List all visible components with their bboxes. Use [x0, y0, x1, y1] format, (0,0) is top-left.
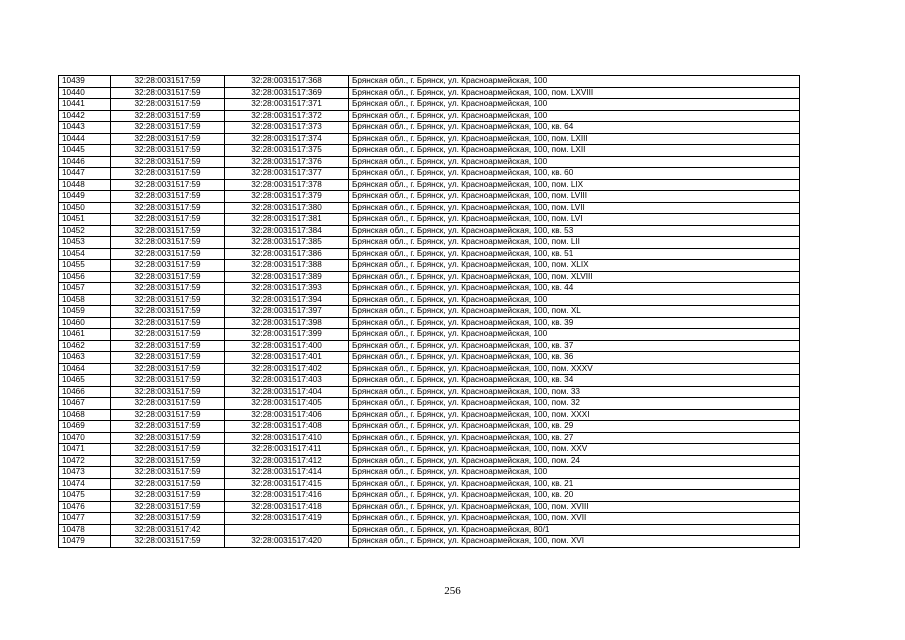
table-row — [59, 202, 800, 214]
cadastral-number-cell — [225, 524, 349, 536]
row-number-cell: 10440 — [59, 87, 111, 99]
table-row — [59, 340, 800, 352]
row-number-cell: 10456 — [59, 271, 111, 283]
address-cell: Брянская обл., г. Брянск, ул. Красноармейская, 100, пом. XXXV — [349, 363, 800, 375]
table-row — [59, 87, 800, 99]
row-number-cell: 10454 — [59, 248, 111, 260]
table-row — [59, 490, 800, 502]
row-number-cell: 10473 — [59, 467, 111, 479]
cadastral-number-cell: 32:28:0031517:393 — [225, 283, 349, 295]
address-cell: Брянская обл., г. Брянск, ул. Красноармейская, 100, кв. 27 — [349, 432, 800, 444]
table-row — [59, 99, 800, 111]
row-number-cell: 10466 — [59, 386, 111, 398]
cadastral-number-cell: 32:28:0031517:416 — [225, 490, 349, 502]
cadastral-number-cell: 32:28:0031517:371 — [225, 99, 349, 111]
parent-cadastral-number-cell: 32:28:0031517:59 — [111, 271, 225, 283]
table-row — [59, 375, 800, 387]
table-row — [59, 386, 800, 398]
address-cell: Брянская обл., г. Брянск, ул. Красноармейская, 100, пом. XLIX — [349, 260, 800, 272]
cadastral-number-cell: 32:28:0031517:372 — [225, 110, 349, 122]
table-row — [59, 306, 800, 318]
cadastral-number-cell: 32:28:0031517:401 — [225, 352, 349, 364]
cadastral-number-cell: 32:28:0031517:368 — [225, 76, 349, 88]
address-cell: Брянская обл., г. Брянск, ул. Красноармейская, 100, пом. XVI — [349, 536, 800, 548]
address-cell: Брянская обл., г. Брянск, ул. Красноармейская, 100 — [349, 156, 800, 168]
table-row — [59, 271, 800, 283]
row-number-cell: 10448 — [59, 179, 111, 191]
address-cell: Брянская обл., г. Брянск, ул. Красноармейская, 100, пом. LVII — [349, 202, 800, 214]
parent-cadastral-number-cell: 32:28:0031517:59 — [111, 432, 225, 444]
table-row — [59, 248, 800, 260]
row-number-cell: 10465 — [59, 375, 111, 387]
registry-table — [58, 75, 800, 548]
parent-cadastral-number-cell: 32:28:0031517:59 — [111, 248, 225, 260]
cadastral-number-cell: 32:28:0031517:389 — [225, 271, 349, 283]
parent-cadastral-number-cell: 32:28:0031517:59 — [111, 145, 225, 157]
parent-cadastral-number-cell: 32:28:0031517:59 — [111, 202, 225, 214]
cadastral-number-cell: 32:28:0031517:414 — [225, 467, 349, 479]
cadastral-number-cell: 32:28:0031517:408 — [225, 421, 349, 433]
registry-table-body — [59, 76, 800, 548]
address-cell: Брянская обл., г. Брянск, ул. Красноармейская, 100 — [349, 110, 800, 122]
cadastral-number-cell: 32:28:0031517:410 — [225, 432, 349, 444]
parent-cadastral-number-cell: 32:28:0031517:59 — [111, 513, 225, 525]
row-number-cell: 10442 — [59, 110, 111, 122]
parent-cadastral-number-cell: 32:28:0031517:59 — [111, 352, 225, 364]
address-cell: Брянская обл., г. Брянск, ул. Красноармейская, 100, пом. LVIII — [349, 191, 800, 203]
row-number-cell: 10449 — [59, 191, 111, 203]
page-number: 256 — [444, 585, 461, 597]
parent-cadastral-number-cell: 32:28:0031517:59 — [111, 283, 225, 295]
parent-cadastral-number-cell: 32:28:0031517:59 — [111, 156, 225, 168]
row-number-cell: 10460 — [59, 317, 111, 329]
row-number-cell: 10453 — [59, 237, 111, 249]
row-number-cell: 10441 — [59, 99, 111, 111]
cadastral-number-cell: 32:28:0031517:381 — [225, 214, 349, 226]
row-number-cell: 10455 — [59, 260, 111, 272]
cadastral-number-cell: 32:28:0031517:379 — [225, 191, 349, 203]
cadastral-number-cell: 32:28:0031517:402 — [225, 363, 349, 375]
table-row — [59, 467, 800, 479]
table-row — [59, 513, 800, 525]
parent-cadastral-number-cell: 32:28:0031517:42 — [111, 524, 225, 536]
parent-cadastral-number-cell: 32:28:0031517:59 — [111, 76, 225, 88]
address-cell: Брянская обл., г. Брянск, ул. Красноармейская, 100, пом. 32 — [349, 398, 800, 410]
table-row — [59, 501, 800, 513]
address-cell: Брянская обл., г. Брянск, ул. Красноармейская, 100, пом. LXVIII — [349, 87, 800, 99]
parent-cadastral-number-cell: 32:28:0031517:59 — [111, 340, 225, 352]
cadastral-number-cell: 32:28:0031517:385 — [225, 237, 349, 249]
parent-cadastral-number-cell: 32:28:0031517:59 — [111, 191, 225, 203]
address-cell: Брянская обл., г. Брянск, ул. Красноармейская, 100, пом. LII — [349, 237, 800, 249]
address-cell: Брянская обл., г. Брянск, ул. Красноармейская, 100, пом. XL — [349, 306, 800, 318]
address-cell: Брянская обл., г. Брянск, ул. Красноармейская, 100, кв. 60 — [349, 168, 800, 180]
cadastral-number-cell: 32:28:0031517:398 — [225, 317, 349, 329]
address-cell: Брянская обл., г. Брянск, ул. Красноармейская, 100 — [349, 294, 800, 306]
row-number-cell: 10468 — [59, 409, 111, 421]
cadastral-number-cell: 32:28:0031517:399 — [225, 329, 349, 341]
address-cell: Брянская обл., г. Брянск, ул. Красноармейская, 100, кв. 64 — [349, 122, 800, 134]
table-row — [59, 478, 800, 490]
row-number-cell: 10476 — [59, 501, 111, 513]
address-cell: Брянская обл., г. Брянск, ул. Красноармейская, 100, кв. 51 — [349, 248, 800, 260]
cadastral-number-cell: 32:28:0031517:419 — [225, 513, 349, 525]
row-number-cell: 10457 — [59, 283, 111, 295]
address-cell: Брянская обл., г. Брянск, ул. Красноармейская, 100, пом. XLVIII — [349, 271, 800, 283]
row-number-cell: 10471 — [59, 444, 111, 456]
address-cell: Брянская обл., г. Брянск, ул. Красноармейская, 100, пом. 24 — [349, 455, 800, 467]
cadastral-number-cell: 32:28:0031517:386 — [225, 248, 349, 260]
row-number-cell: 10461 — [59, 329, 111, 341]
table-row — [59, 145, 800, 157]
cadastral-number-cell: 32:28:0031517:418 — [225, 501, 349, 513]
address-cell: Брянская обл., г. Брянск, ул. Красноармейская, 100, пом. 33 — [349, 386, 800, 398]
row-number-cell: 10470 — [59, 432, 111, 444]
table-row — [59, 363, 800, 375]
address-cell: Брянская обл., г. Брянск, ул. Красноармейская, 100, пом. LXIII — [349, 133, 800, 145]
cadastral-number-cell: 32:28:0031517:376 — [225, 156, 349, 168]
cadastral-number-cell: 32:28:0031517:374 — [225, 133, 349, 145]
table-row — [59, 398, 800, 410]
address-cell: Брянская обл., г. Брянск, ул. Красноармейская, 100, пом. XVII — [349, 513, 800, 525]
cadastral-number-cell: 32:28:0031517:388 — [225, 260, 349, 272]
table-row — [59, 225, 800, 237]
cadastral-number-cell: 32:28:0031517:403 — [225, 375, 349, 387]
parent-cadastral-number-cell: 32:28:0031517:59 — [111, 294, 225, 306]
table-row — [59, 444, 800, 456]
cadastral-number-cell: 32:28:0031517:373 — [225, 122, 349, 134]
address-cell: Брянская обл., г. Брянск, ул. Красноармейская, 80/1 — [349, 524, 800, 536]
cadastral-number-cell: 32:28:0031517:380 — [225, 202, 349, 214]
cadastral-number-cell: 32:28:0031517:415 — [225, 478, 349, 490]
parent-cadastral-number-cell: 32:28:0031517:59 — [111, 225, 225, 237]
table-row — [59, 156, 800, 168]
parent-cadastral-number-cell: 32:28:0031517:59 — [111, 99, 225, 111]
table-row — [59, 409, 800, 421]
address-cell: Брянская обл., г. Брянск, ул. Красноармейская, 100, пом. LIX — [349, 179, 800, 191]
address-cell: Брянская обл., г. Брянск, ул. Красноармейская, 100, кв. 44 — [349, 283, 800, 295]
table-row — [59, 317, 800, 329]
parent-cadastral-number-cell: 32:28:0031517:59 — [111, 467, 225, 479]
table-row — [59, 133, 800, 145]
parent-cadastral-number-cell: 32:28:0031517:59 — [111, 179, 225, 191]
cadastral-number-cell: 32:28:0031517:412 — [225, 455, 349, 467]
table-row — [59, 455, 800, 467]
row-number-cell: 10444 — [59, 133, 111, 145]
row-number-cell: 10464 — [59, 363, 111, 375]
table-row — [59, 110, 800, 122]
parent-cadastral-number-cell: 32:28:0031517:59 — [111, 409, 225, 421]
parent-cadastral-number-cell: 32:28:0031517:59 — [111, 133, 225, 145]
row-number-cell: 10475 — [59, 490, 111, 502]
address-cell: Брянская обл., г. Брянск, ул. Красноармейская, 100, пом. XXXI — [349, 409, 800, 421]
address-cell: Брянская обл., г. Брянск, ул. Красноармейская, 100, кв. 39 — [349, 317, 800, 329]
address-cell: Брянская обл., г. Брянск, ул. Красноармейская, 100 — [349, 467, 800, 479]
cadastral-number-cell: 32:28:0031517:369 — [225, 87, 349, 99]
parent-cadastral-number-cell: 32:28:0031517:59 — [111, 386, 225, 398]
cadastral-number-cell: 32:28:0031517:400 — [225, 340, 349, 352]
parent-cadastral-number-cell: 32:28:0031517:59 — [111, 214, 225, 226]
address-cell: Брянская обл., г. Брянск, ул. Красноармейская, 100, пом. LXII — [349, 145, 800, 157]
cadastral-number-cell: 32:28:0031517:375 — [225, 145, 349, 157]
table-row — [59, 76, 800, 88]
cadastral-number-cell: 32:28:0031517:404 — [225, 386, 349, 398]
parent-cadastral-number-cell: 32:28:0031517:59 — [111, 306, 225, 318]
table-row — [59, 260, 800, 272]
table-row — [59, 237, 800, 249]
row-number-cell: 10439 — [59, 76, 111, 88]
cadastral-number-cell: 32:28:0031517:405 — [225, 398, 349, 410]
parent-cadastral-number-cell: 32:28:0031517:59 — [111, 501, 225, 513]
parent-cadastral-number-cell: 32:28:0031517:59 — [111, 455, 225, 467]
row-number-cell: 10467 — [59, 398, 111, 410]
parent-cadastral-number-cell: 32:28:0031517:59 — [111, 398, 225, 410]
table-row — [59, 329, 800, 341]
table-row — [59, 179, 800, 191]
row-number-cell: 10452 — [59, 225, 111, 237]
table-row — [59, 168, 800, 180]
parent-cadastral-number-cell: 32:28:0031517:59 — [111, 444, 225, 456]
row-number-cell: 10450 — [59, 202, 111, 214]
cadastral-number-cell: 32:28:0031517:397 — [225, 306, 349, 318]
address-cell: Брянская обл., г. Брянск, ул. Красноармейская, 100, кв. 37 — [349, 340, 800, 352]
cadastral-number-cell: 32:28:0031517:394 — [225, 294, 349, 306]
row-number-cell: 10472 — [59, 455, 111, 467]
parent-cadastral-number-cell: 32:28:0031517:59 — [111, 122, 225, 134]
table-row — [59, 283, 800, 295]
parent-cadastral-number-cell: 32:28:0031517:59 — [111, 260, 225, 272]
address-cell: Брянская обл., г. Брянск, ул. Красноармейская, 100 — [349, 76, 800, 88]
parent-cadastral-number-cell: 32:28:0031517:59 — [111, 490, 225, 502]
address-cell: Брянская обл., г. Брянск, ул. Красноармейская, 100, кв. 21 — [349, 478, 800, 490]
row-number-cell: 10458 — [59, 294, 111, 306]
table-row — [59, 432, 800, 444]
parent-cadastral-number-cell: 32:28:0031517:59 — [111, 536, 225, 548]
address-cell: Брянская обл., г. Брянск, ул. Красноармейская, 100, пом. XVIII — [349, 501, 800, 513]
parent-cadastral-number-cell: 32:28:0031517:59 — [111, 329, 225, 341]
table-row — [59, 214, 800, 226]
cadastral-number-cell: 32:28:0031517:406 — [225, 409, 349, 421]
row-number-cell: 10462 — [59, 340, 111, 352]
cadastral-number-cell: 32:28:0031517:384 — [225, 225, 349, 237]
row-number-cell: 10474 — [59, 478, 111, 490]
row-number-cell: 10478 — [59, 524, 111, 536]
parent-cadastral-number-cell: 32:28:0031517:59 — [111, 87, 225, 99]
row-number-cell: 10445 — [59, 145, 111, 157]
table-row — [59, 524, 800, 536]
parent-cadastral-number-cell: 32:28:0031517:59 — [111, 375, 225, 387]
row-number-cell: 10446 — [59, 156, 111, 168]
parent-cadastral-number-cell: 32:28:0031517:59 — [111, 110, 225, 122]
address-cell: Брянская обл., г. Брянск, ул. Красноармейская, 100 — [349, 99, 800, 111]
table-row — [59, 352, 800, 364]
cadastral-number-cell: 32:28:0031517:377 — [225, 168, 349, 180]
table-row — [59, 421, 800, 433]
row-number-cell: 10479 — [59, 536, 111, 548]
row-number-cell: 10463 — [59, 352, 111, 364]
cadastral-number-cell: 32:28:0031517:420 — [225, 536, 349, 548]
table-row — [59, 536, 800, 548]
table-row — [59, 122, 800, 134]
address-cell: Брянская обл., г. Брянск, ул. Красноармейская, 100, кв. 20 — [349, 490, 800, 502]
row-number-cell: 10477 — [59, 513, 111, 525]
row-number-cell: 10451 — [59, 214, 111, 226]
row-number-cell: 10459 — [59, 306, 111, 318]
address-cell: Брянская обл., г. Брянск, ул. Красноармейская, 100, пом. XXV — [349, 444, 800, 456]
address-cell: Брянская обл., г. Брянск, ул. Красноармейская, 100 — [349, 329, 800, 341]
parent-cadastral-number-cell: 32:28:0031517:59 — [111, 168, 225, 180]
address-cell: Брянская обл., г. Брянск, ул. Красноармейская, 100, кв. 53 — [349, 225, 800, 237]
row-number-cell: 10469 — [59, 421, 111, 433]
address-cell: Брянская обл., г. Брянск, ул. Красноармейская, 100, кв. 29 — [349, 421, 800, 433]
row-number-cell: 10447 — [59, 168, 111, 180]
parent-cadastral-number-cell: 32:28:0031517:59 — [111, 478, 225, 490]
address-cell: Брянская обл., г. Брянск, ул. Красноармейская, 100, кв. 36 — [349, 352, 800, 364]
parent-cadastral-number-cell: 32:28:0031517:59 — [111, 421, 225, 433]
parent-cadastral-number-cell: 32:28:0031517:59 — [111, 237, 225, 249]
table-row — [59, 191, 800, 203]
cadastral-number-cell: 32:28:0031517:411 — [225, 444, 349, 456]
parent-cadastral-number-cell: 32:28:0031517:59 — [111, 317, 225, 329]
address-cell: Брянская обл., г. Брянск, ул. Красноармейская, 100, пом. LVI — [349, 214, 800, 226]
parent-cadastral-number-cell: 32:28:0031517:59 — [111, 363, 225, 375]
address-cell: Брянская обл., г. Брянск, ул. Красноармейская, 100, кв. 34 — [349, 375, 800, 387]
cadastral-number-cell: 32:28:0031517:378 — [225, 179, 349, 191]
table-row — [59, 294, 800, 306]
row-number-cell: 10443 — [59, 122, 111, 134]
